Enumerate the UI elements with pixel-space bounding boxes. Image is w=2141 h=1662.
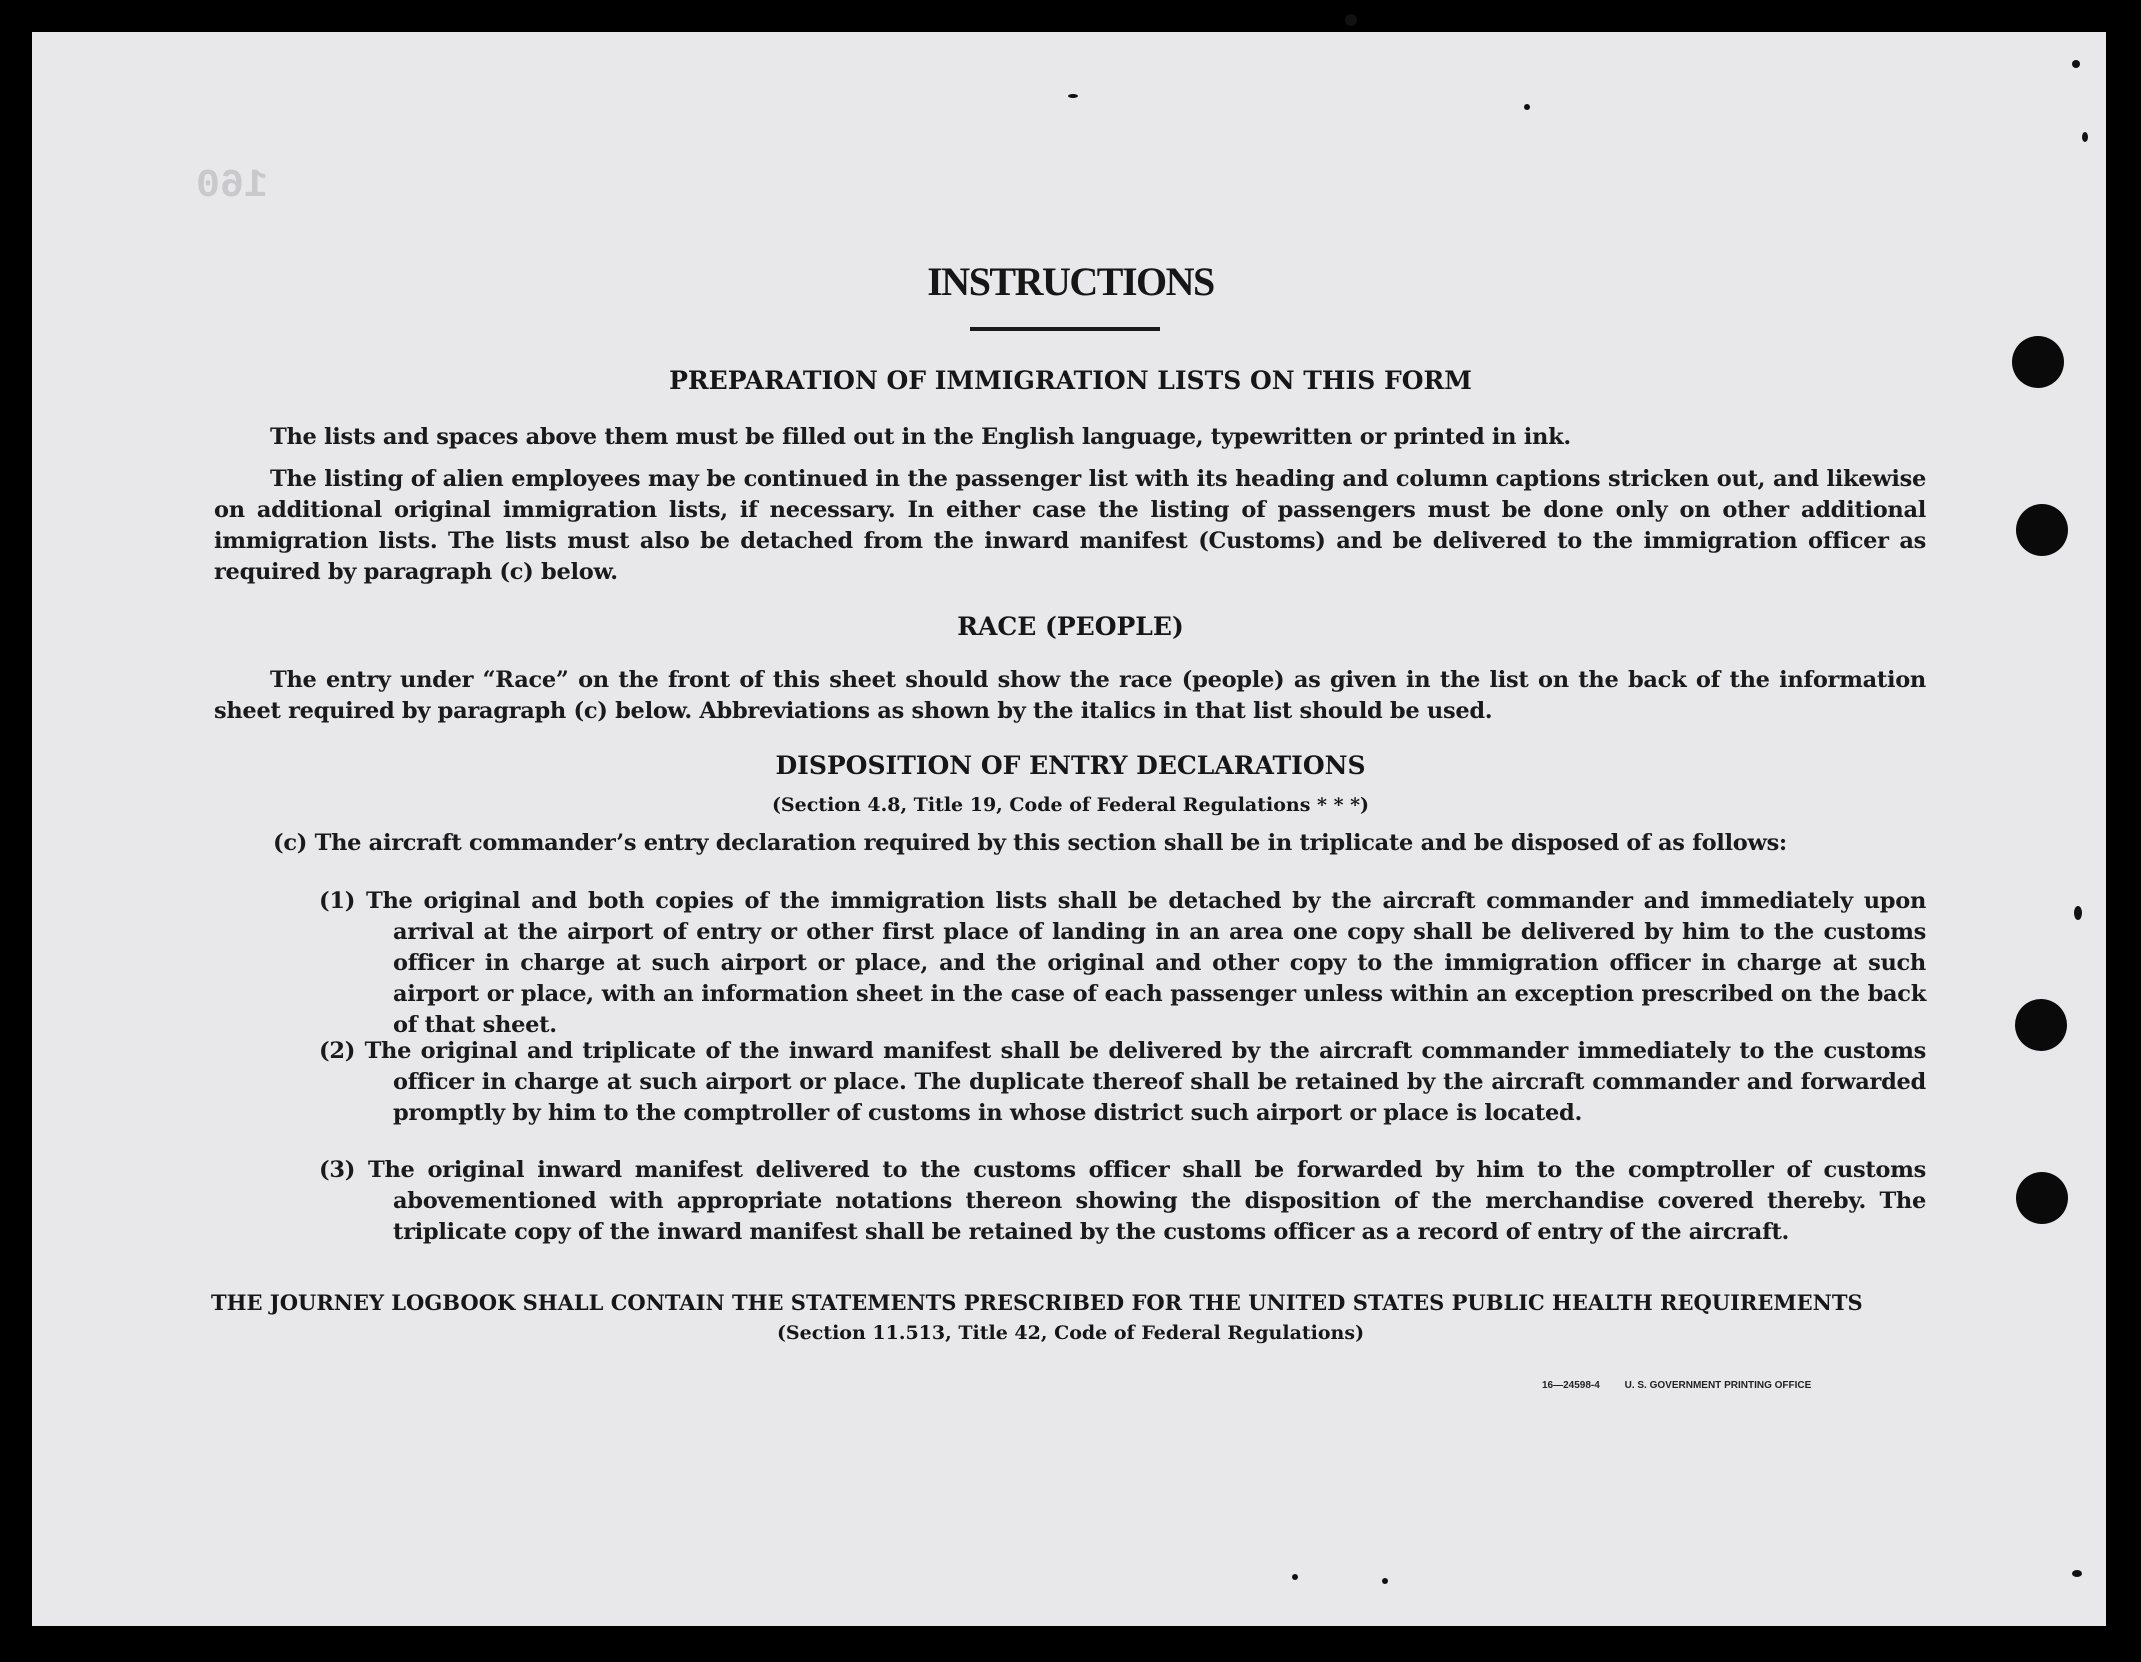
speck [2074,906,2082,920]
form-number: 16—24598-4 [1542,1380,1600,1391]
race-heading: RACE (PEOPLE) [957,612,1184,641]
speck [1345,14,1357,26]
health-requirements-statement: THE JOURNEY LOGBOOK SHALL CONTAIN THE STATEMENTS PRESCRIBED FOR THE UNITED STATES PUBLIC HEALTH REQUIREMENTS [211,1290,1863,1315]
page-number-bleedthrough: 160 [196,164,269,209]
speck [1524,104,1530,110]
page-title: INSTRUCTIONS [927,259,1214,304]
preparation-paragraph-2: The listing of alien employees may be continued in the passenger list with its heading and column captions stricken out, and likewise on additional original immigration lists, if necessary. In either case the listing of passengers must be done only on other additional immigration lists. The lists must also be detached from the inward manifest (Customs) and be delivered to the immigration officer as required by paragraph (c) below. [214,466,1926,585]
speck [1382,1578,1388,1584]
disposition-item-2: (2) The original and triplicate of the inward manifest shall be delivered by the aircraft commander immediately to the customs officer in charge at such airport or place. The duplicate thereof shall be retained by the aircraft commander and forwarded promptly by him to the comptroller of customs in whose district such airport or place is located. [319,1038,1926,1126]
speck [2082,132,2088,142]
print-code [1542,1380,1833,1391]
title-underline [970,327,1160,331]
punch-hole-1 [2012,336,2064,388]
disposition-heading: DISPOSITION OF ENTRY DECLARATIONS [775,751,1366,780]
speck [2072,60,2080,68]
speck [2072,1570,2082,1577]
health-requirements-citation: (Section 11.513, Title 42, Code of Federal Regulations) [776,1322,1365,1344]
punch-hole-3 [2015,999,2067,1051]
speck [1292,1574,1298,1580]
printer-name: U. S. GOVERNMENT PRINTING OFFICE [1624,1380,1812,1391]
punch-hole-2 [2016,504,2068,556]
speck [1068,94,1078,98]
preparation-heading: PREPARATION OF IMMIGRATION LISTS ON THIS FORM [669,366,1472,395]
disposition-item-1: (1) The original and both copies of the immigration lists shall be detached by the aircraft commander and immediately upon arrival at the airport of entry or other first place of landing in an area one copy shall be delivered by him to the customs officer in charge at such airport or place, and the original and other copy to the immigration officer in charge at such airport or place, with an information sheet in the case of each passenger unless within an exception prescribed on the back of that sheet. [319,888,1926,1038]
preparation-paragraph-1: The lists and spaces above them must be filled out in the English language, typewritten or printed in ink. [270,424,1571,450]
disposition-intro: (c) The aircraft commander’s entry declaration required by this section shall be in triplicate and be disposed of as follows: [273,830,1787,856]
disposition-subheading: (Section 4.8, Title 19, Code of Federal Regulations * * *) [771,794,1370,816]
disposition-item-3: (3) The original inward manifest delivered to the customs officer shall be forwarded by him to the comptroller of customs abovementioned with appropriate notations thereon showing the disposition of the merchandise covered thereby. The triplicate copy of the inward manifest shall be retained by the customs officer as a record of entry of the aircraft. [319,1157,1926,1245]
race-paragraph: The entry under “Race” on the front of this sheet should show the race (people) as given in the list on the back of the information sheet required by paragraph (c) below. Abbreviations as shown by the italics in that list should be used. [214,667,1926,724]
punch-hole-4 [2016,1172,2068,1224]
